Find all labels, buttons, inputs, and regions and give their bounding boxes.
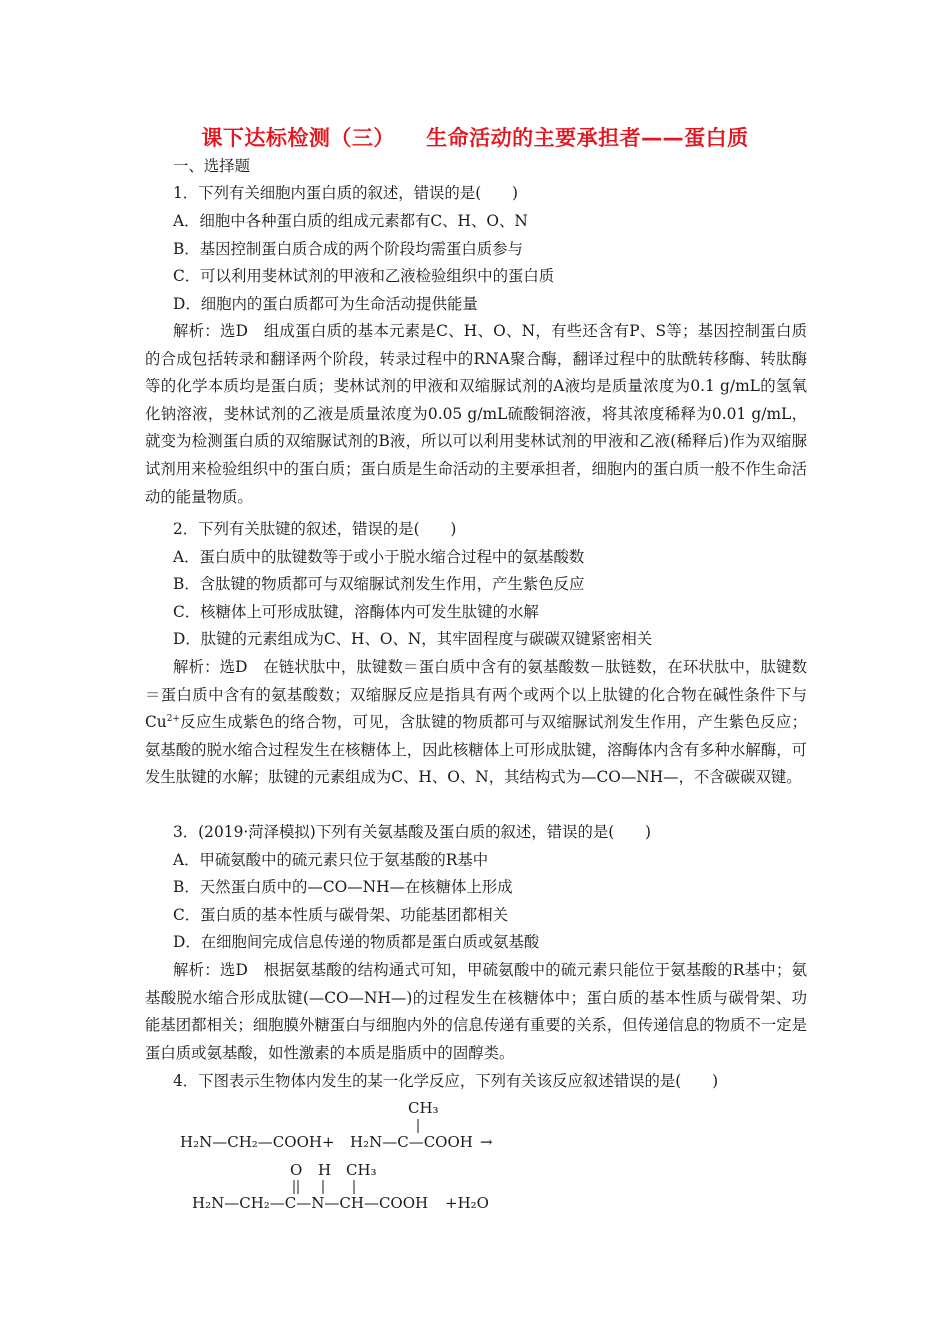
q1-option-a: A．细胞中各种蛋白质的组成元素都有C、H、O、N	[173, 212, 528, 230]
q1-analysis: 解析：选D 组成蛋白质的基本元素是C、H、O、N，有些还含有P、S等；基因控制蛋白质的合成包括转录和翻译两个阶段，转录过程中的RNA聚合酶，翻译过程中的肽酰转移酶、转肽酶等的化学本质均是蛋白质；斐林试剂的甲液和双缩脲试剂的A液均是质量浓度为0.1 g/mL的氢氧化钠溶液，斐林试剂的乙液是质量浓度为0.05 g/mL硫酸铜溶液，将其浓度稀释为0.01 g/mL，就变为检测蛋白质的双缩脲试剂的B液，所以可以利用斐林试剂的甲液和乙液(稀释后)作为双缩脲试剂用来检验组织中的蛋白质；蛋白质是生命活动的主要承担者，细胞内的蛋白质一般不作生命活动的能量物质。	[145, 322, 807, 506]
formula-row1-right: H₂N—C—COOH	[350, 1133, 473, 1151]
formula-row2-main: H₂N—CH₂—C—N—CH—COOH	[192, 1194, 429, 1212]
q2-option-a: A．蛋白质中的肽键数等于或小于脱水缩合过程中的氨基酸数	[173, 548, 585, 566]
q1-option-d: D．细胞内的蛋白质都可为生命活动提供能量	[173, 295, 478, 313]
formula-row2-o: O	[290, 1161, 303, 1179]
section-heading: 一、选择题	[173, 157, 250, 175]
formula-row2-h: H	[318, 1161, 332, 1179]
formula-row2-ch3: CH₃	[346, 1161, 377, 1179]
q2-analysis	[145, 654, 807, 792]
q1-option-b: B．基因控制蛋白质合成的两个阶段均需蛋白质参与	[173, 240, 523, 258]
q2-analysis-text-a: 解析：选D 在链状肽中，肽键数＝蛋白质中含有的氨基酸数－肽链数，在环状肽中，肽键数＝蛋白质中含有的氨基酸数；双缩脲反应是指具有两个或两个以上肽键的化合物在碱性条件下与Cu	[145, 658, 807, 732]
q3-option-a: A．甲硫氨酸中的硫元素只位于氨基酸的R基中	[173, 851, 489, 869]
page-title: 课下达标检测（三） 生命活动的主要承担者——蛋白质	[201, 126, 749, 150]
q2-stem: 2．下列有关肽键的叙述，错误的是( )	[173, 520, 457, 538]
formula-water: +H₂O	[445, 1194, 489, 1212]
q3-stem: 3．(2019·菏泽模拟)下列有关氨基酸及蛋白质的叙述，错误的是( )	[173, 823, 652, 841]
formula-row1-left: H₂N—CH₂—COOH+	[180, 1133, 335, 1151]
formula-row1-ch3: CH₃	[408, 1099, 439, 1117]
q1-stem: 1．下列有关细胞内蛋白质的叙述，错误的是( )	[173, 184, 519, 202]
q2-option-b: B．含肽键的物质都可与双缩脲试剂发生作用，产生紫色反应	[173, 575, 585, 593]
q2-analysis-text-b: 反应生成紫色的络合物，可见，含肽键的物质都可与双缩脲试剂发生作用，产生紫色反应；氨基酸的脱水缩合过程发生在核糖体上，因此核糖体上可形成肽键，溶酶体内含有多种水解酶，可发生肽键的水解；肽键的元素组成为C、H、O、N，其结构式为—CO—NH—，不含碳碳双键。	[145, 713, 807, 787]
q2-analysis-superscript: 2+	[166, 714, 180, 725]
q2-option-d: D．肽键的元素组成为C、H、O、N，其牢固程度与碳碳双键紧密相关	[173, 630, 653, 648]
formula-arrow: →	[480, 1133, 493, 1151]
q3-option-d: D．在细胞间完成信息传递的物质都是蛋白质或氨基酸	[173, 933, 540, 951]
q3-option-c: C．蛋白质的基本性质与碳骨架、功能基团都相关	[173, 906, 508, 924]
q4-stem: 4．下图表示生物体内发生的某一化学反应，下列有关该反应叙述错误的是( )	[173, 1072, 719, 1090]
reaction-formula	[170, 1095, 530, 1225]
q2-option-c: C．核糖体上可形成肽键，溶酶体内可发生肽键的水解	[173, 603, 539, 621]
q3-option-b: B．天然蛋白质中的—CO—NH—在核糖体上形成	[173, 878, 513, 896]
q3-analysis: 解析：选D 根据氨基酸的结构通式可知，甲硫氨酸中的硫元素只能位于氨基酸的R基中；氨基酸脱水缩合形成肽键(—CO—NH—)的过程发生在核糖体中；蛋白质的基本性质与碳骨架、功能基团都相关；细胞膜外糖蛋白与细胞内外的信息传递有重要的关系，但传递信息的物质不一定是蛋白质或氨基酸，如性激素的本质是脂质中的固醇类。	[145, 961, 807, 1062]
q1-option-c: C．可以利用斐林试剂的甲液和乙液检验组织中的蛋白质	[173, 267, 555, 285]
